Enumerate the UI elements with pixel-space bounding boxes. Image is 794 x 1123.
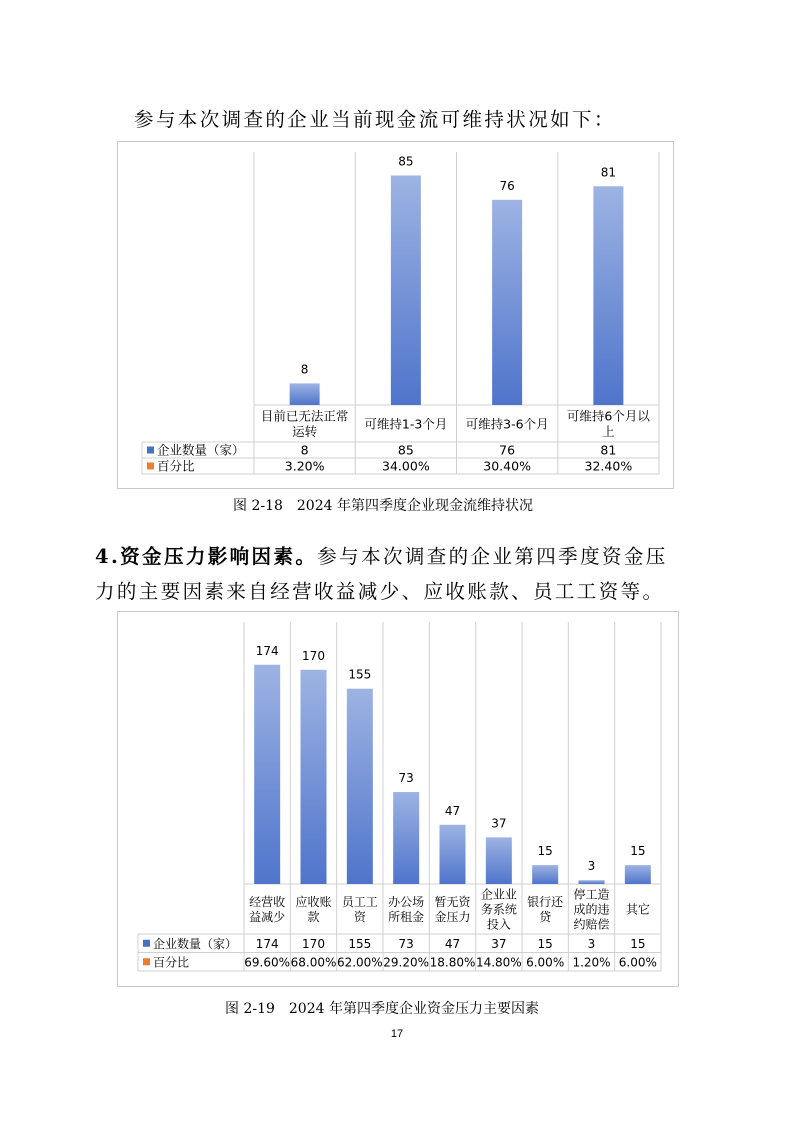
chart-caption-2-19: 图 2-19 2024 年第四季度企业资金压力主要因素 [225,1001,539,1017]
table-cell: 174 [255,936,279,951]
cashflow-chart [117,141,674,489]
legend-swatch [143,940,150,947]
table-cell: 34.00% [382,458,430,474]
category-label: 其它 [625,902,650,917]
table-cell: 18.80% [429,955,476,970]
legend-label: 百分比 [157,458,195,474]
table-cell: 73 [398,936,414,951]
legend-swatch [147,447,154,454]
category-label: 益减少 [249,910,286,925]
table-cell: 29.20% [383,955,430,970]
section-paragraph-line2: 力的主要因素来自经营收益减少、应收账款、员工工资等。 [95,580,665,603]
table-cell: 155 [348,936,372,951]
pressure-chart-svg [118,612,678,986]
category-label: 上 [602,424,615,439]
category-label: 员工工 [341,895,378,910]
table-cell: 1.20% [572,955,611,970]
category-label: 银行还 [527,895,564,910]
data-label: 76 [499,178,515,193]
bar [532,865,558,884]
bar [486,837,512,884]
bar [254,665,280,884]
bar [492,200,522,405]
category-label: 约赔偿 [573,917,610,932]
bar [625,865,651,884]
bar [440,825,466,884]
section-heading: 4.资金压力影响因素。 [95,545,318,568]
category-label: 暂无资 [434,895,471,910]
table-cell: 37 [491,936,507,951]
legend-swatch [147,463,154,470]
table-cell: 3.20% [284,458,325,474]
category-label: 可维持3-6个月 [465,416,549,432]
legend-swatch [143,958,150,965]
data-label: 85 [398,154,414,169]
category-label: 金压力 [434,910,471,925]
table-cell: 3 [587,936,596,951]
table-cell: 69.60% [244,955,291,970]
category-label: 资 [353,910,366,925]
bar [593,186,623,405]
category-label: 停工造 [573,887,610,902]
data-label: 37 [491,816,507,831]
bar [290,383,320,405]
table-cell: 6.00% [618,955,657,970]
legend-label: 百分比 [153,955,190,970]
legend-label: 企业数量（家） [153,936,238,951]
cashflow-chart-svg [118,142,673,488]
table-cell: 62.00% [336,955,383,970]
table-cell: 15 [630,936,646,951]
category-label: 可维持1-3个月 [364,416,448,432]
category-label: 投入 [486,917,511,932]
legend-label: 企业数量（家） [157,442,245,458]
bar [579,880,605,884]
table-cell: 8 [300,442,309,458]
category-label: 务系统 [480,902,517,917]
category-label: 可维持6个月以 [566,408,650,424]
table-cell: 76 [499,442,516,458]
chart-caption-2-18: 图 2-18 2024 年第四季度企业现金流维持状况 [233,498,533,514]
table-cell: 6.00% [526,955,565,970]
category-label: 办公场 [388,895,425,910]
paragraph-text-1: 参与本次调查的企业第四季度资金压 [317,545,668,568]
bar [391,176,421,406]
section-paragraph-line1 [95,541,668,569]
table-cell: 85 [397,442,414,458]
data-label: 73 [398,771,414,786]
data-label: 155 [348,667,372,682]
data-label: 81 [600,165,617,180]
data-label: 174 [255,643,279,658]
data-label: 3 [587,859,596,874]
category-label: 款 [307,910,320,925]
category-label: 贷 [539,910,552,925]
category-label: 企业业 [480,887,517,902]
table-cell: 15 [537,936,553,951]
category-label: 运转 [292,424,318,439]
table-cell: 81 [600,442,617,458]
table-cell: 68.00% [290,955,337,970]
category-label: 所租金 [388,910,425,925]
category-label: 经营收 [249,895,286,910]
table-cell: 14.80% [475,955,522,970]
bar [301,670,327,884]
data-label: 47 [444,803,461,818]
category-label: 目前已无法正常 [260,408,349,424]
data-label: 170 [302,648,325,663]
table-cell: 170 [302,936,325,951]
table-cell: 32.40% [584,458,633,474]
table-cell: 47 [444,936,461,951]
data-label: 15 [537,844,553,859]
bar [393,792,419,884]
category-label: 成的违 [573,902,610,917]
page-number: 17 [390,1028,404,1040]
pressure-chart [117,611,679,987]
data-label: 15 [630,844,646,859]
data-label: 8 [300,362,309,377]
bar [347,689,373,884]
category-label: 应收账 [295,895,332,910]
table-cell: 30.40% [483,458,531,474]
intro-text: 参与本次调查的企业当前现金流可维持状况如下： [134,108,616,131]
